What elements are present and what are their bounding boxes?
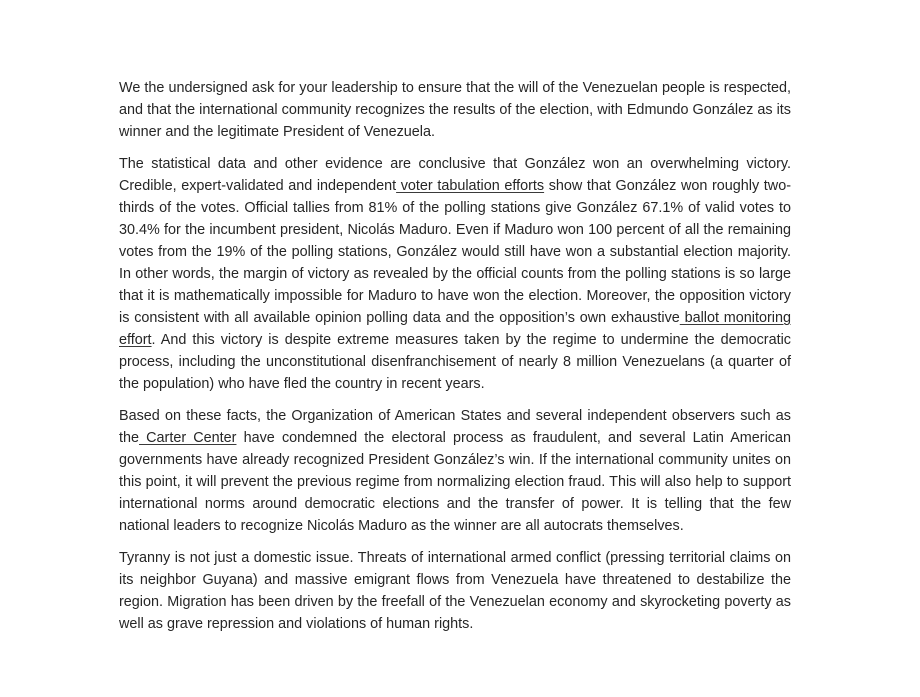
paragraph-3: [119, 405, 791, 537]
voter-tabulation-efforts-link[interactable]: voter tabulation efforts: [396, 178, 545, 194]
paragraph-1: [119, 77, 791, 143]
paragraph-3-text-1: Based on these facts, the Organization of American States and several independent observers such as the: [119, 408, 791, 446]
ballot-monitoring-effort-link[interactable]: ballot monitoring effort: [119, 310, 791, 348]
paragraph-1-text: We the undersigned ask for your leadership to ensure that the will of the Venezuelan people is respected, and that the international community recognizes the results of the election, with Edmundo González as its winner and the legitimate President of Venezuela.: [119, 80, 791, 140]
document-body: [119, 77, 791, 645]
paragraph-4: [119, 547, 791, 635]
paragraph-2-text-3: . And this victory is despite extreme measures taken by the regime to undermine the democratic process, including the unconstitutional disenfranchisement of nearly 8 million Venezuelans (a quarter of the population) who have fled the country in recent years.: [119, 332, 791, 392]
paragraph-4-text: Tyranny is not just a domestic issue. Threats of international armed conflict (pressing territorial claims on its neighbor Guyana) and massive emigrant flows from Venezuela have threatened to destabilize the region. Migration has been driven by the freefall of the Venezuelan economy and skyrocketing poverty as well as grave repression and violations of human rights.: [119, 550, 791, 632]
paragraph-2: [119, 153, 791, 395]
paragraph-3-text-2: have condemned the electoral process as fraudulent, and several Latin American governments have already recognized President González’s win. If the international community unites on this point, it will prevent the previous regime from normalizing election fraud. This will also help to support international norms around democratic elections and the transfer of power. It is telling that the few national leaders to recognize Nicolás Maduro as the winner are all autocrats themselves.: [119, 430, 791, 534]
paragraph-2-text-1: The statistical data and other evidence are conclusive that González won an overwhelming victory. Credible, expert-validated and independent: [119, 156, 791, 194]
carter-center-link[interactable]: Carter Center: [139, 430, 237, 446]
paragraph-2-text-2: show that González won roughly two-thirds of the votes. Official tallies from 81% of the polling stations give González 67.1% of valid votes to 30.4% for the incumbent president, Nicolás Maduro. Even if Maduro won 100 percent of all the remaining votes from the 19% of the polling stations, González would still have won a substantial election majority. In other words, the margin of victory as revealed by the official counts from the polling stations is so large that it is mathematically impossible for Maduro to have won the election. Moreover, the opposition victory is consistent with all available opinion polling data and the opposition’s own exhaustive: [119, 178, 791, 326]
